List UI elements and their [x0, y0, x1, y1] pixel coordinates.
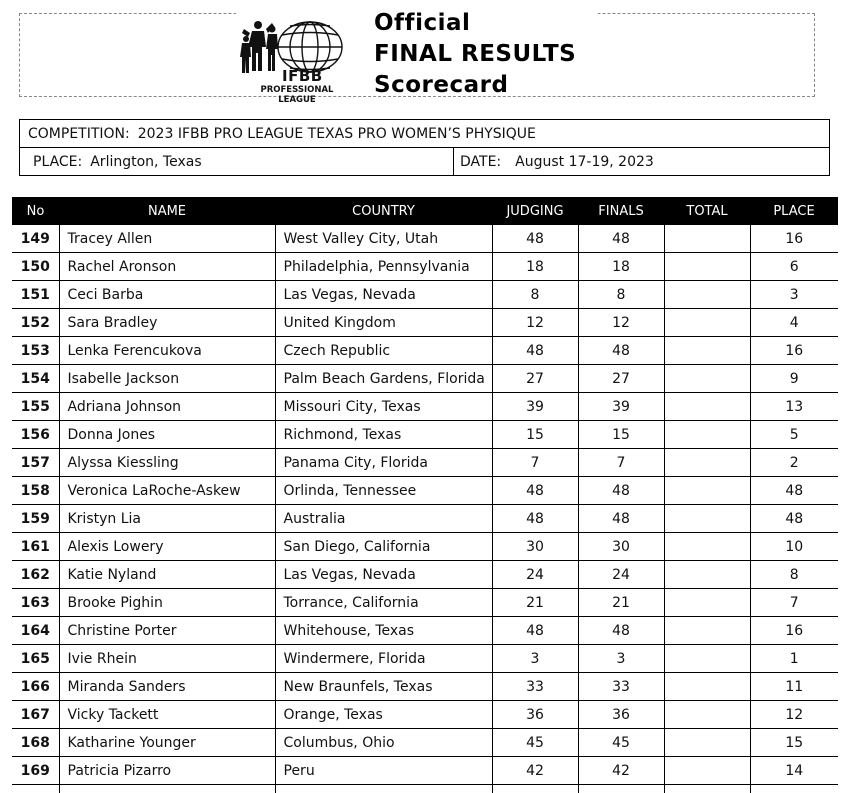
table-row: [12, 449, 838, 477]
cell-place: 3: [750, 281, 838, 309]
cell-country: West Valley City, Utah: [275, 225, 492, 253]
cell-name: Alyssa Kiessling: [59, 449, 275, 477]
cell-judging: 48: [492, 477, 578, 505]
table-row: [12, 757, 838, 785]
header-total: TOTAL: [664, 197, 750, 225]
cell-judging: 12: [492, 309, 578, 337]
cell-country: Columbus, Ohio: [275, 729, 492, 757]
cell-place: 16: [750, 337, 838, 365]
cell-finals: 27: [578, 365, 664, 393]
cell-no: 164: [12, 617, 59, 645]
header-finals: FINALS: [578, 197, 664, 225]
cell-judging: 27: [492, 365, 578, 393]
cell-country: Orlinda, Tennessee: [275, 477, 492, 505]
cell-empty: [59, 785, 275, 793]
place-date-row: [20, 148, 829, 176]
cell-total: [664, 757, 750, 785]
table-row: [12, 225, 838, 253]
header-place: PLACE: [750, 197, 838, 225]
table-row-partial: [12, 785, 838, 793]
cell-country: Philadelphia, Pennsylvania: [275, 253, 492, 281]
cell-total: [664, 505, 750, 533]
competition-label: COMPETITION:: [28, 126, 130, 142]
cell-no: 163: [12, 589, 59, 617]
cell-country: Panama City, Florida: [275, 449, 492, 477]
cell-judging: 8: [492, 281, 578, 309]
cell-judging: 39: [492, 393, 578, 421]
date-label: DATE:: [460, 154, 502, 170]
cell-place: 9: [750, 365, 838, 393]
place-label: PLACE:: [33, 154, 83, 170]
cell-name: Isabelle Jackson: [59, 365, 275, 393]
cell-name: Donna Jones: [59, 421, 275, 449]
table-row: [12, 701, 838, 729]
table-row: [12, 309, 838, 337]
cell-country: United Kingdom: [275, 309, 492, 337]
table-row: [12, 645, 838, 673]
cell-empty: [275, 785, 492, 793]
title-line-final-results: FINAL RESULTS: [374, 41, 577, 67]
cell-finals: 3: [578, 645, 664, 673]
cell-no: 162: [12, 561, 59, 589]
cell-total: [664, 365, 750, 393]
cell-finals: 42: [578, 757, 664, 785]
cell-finals: 12: [578, 309, 664, 337]
table-row: [12, 673, 838, 701]
table-row: [12, 253, 838, 281]
cell-name: Katharine Younger: [59, 729, 275, 757]
cell-finals: 48: [578, 225, 664, 253]
cell-place: 4: [750, 309, 838, 337]
page-title: [374, 8, 576, 101]
table-row: [12, 533, 838, 561]
cell-no: 158: [12, 477, 59, 505]
cell-place: 15: [750, 729, 838, 757]
table-row: [12, 421, 838, 449]
title-line-scorecard: Scorecard: [374, 72, 509, 98]
competition-info-box: [19, 119, 830, 176]
cell-place: 2: [750, 449, 838, 477]
cell-judging: 45: [492, 729, 578, 757]
cell-name: Rachel Aronson: [59, 253, 275, 281]
cell-judging: 18: [492, 253, 578, 281]
cell-total: [664, 225, 750, 253]
cell-place: 11: [750, 673, 838, 701]
cell-total: [664, 477, 750, 505]
cell-country: Peru: [275, 757, 492, 785]
table-row: [12, 505, 838, 533]
cell-finals: 18: [578, 253, 664, 281]
cell-finals: 48: [578, 477, 664, 505]
logo-pro-league-text: PROFESSIONAL LEAGUE: [260, 85, 334, 105]
cell-no: 159: [12, 505, 59, 533]
cell-place: 16: [750, 617, 838, 645]
cell-finals: 30: [578, 533, 664, 561]
cell-judging: 21: [492, 589, 578, 617]
cell-total: [664, 281, 750, 309]
cell-empty: [12, 785, 59, 793]
cell-judging: 42: [492, 757, 578, 785]
cell-place: 13: [750, 393, 838, 421]
table-row: [12, 337, 838, 365]
cell-total: [664, 421, 750, 449]
cell-empty: [750, 785, 838, 793]
cell-country: Las Vegas, Nevada: [275, 281, 492, 309]
cell-finals: 24: [578, 561, 664, 589]
cell-no: 157: [12, 449, 59, 477]
place-cell: [20, 148, 454, 176]
cell-no: 149: [12, 225, 59, 253]
cell-finals: 8: [578, 281, 664, 309]
cell-finals: 48: [578, 617, 664, 645]
cell-no: 150: [12, 253, 59, 281]
table-row: [12, 365, 838, 393]
cell-country: Whitehouse, Texas: [275, 617, 492, 645]
ifbb-logo: [238, 13, 358, 105]
cell-total: [664, 393, 750, 421]
cell-finals: 45: [578, 729, 664, 757]
cell-total: [664, 337, 750, 365]
cell-no: 165: [12, 645, 59, 673]
cell-judging: 15: [492, 421, 578, 449]
cell-place: 6: [750, 253, 838, 281]
competition-value: 2023 IFBB PRO LEAGUE TEXAS PRO WOMEN’S PHYSIQUE: [137, 126, 536, 142]
cell-total: [664, 589, 750, 617]
cell-name: Miranda Sanders: [59, 673, 275, 701]
header-judging: JUDGING: [492, 197, 578, 225]
cell-name: Ceci Barba: [59, 281, 275, 309]
cell-place: 8: [750, 561, 838, 589]
logo-ifbb-text: IFBB: [282, 67, 323, 85]
competition-row: [20, 120, 829, 148]
table-header-row: [12, 197, 838, 225]
cell-name: Veronica LaRoche-Askew: [59, 477, 275, 505]
cell-total: [664, 701, 750, 729]
cell-place: 1: [750, 645, 838, 673]
cell-name: Adriana Johnson: [59, 393, 275, 421]
cell-total: [664, 561, 750, 589]
cell-no: 153: [12, 337, 59, 365]
header-country: COUNTRY: [275, 197, 492, 225]
cell-place: 48: [750, 477, 838, 505]
cell-place: 16: [750, 225, 838, 253]
table-row: [12, 589, 838, 617]
cell-place: 7: [750, 589, 838, 617]
cell-total: [664, 449, 750, 477]
cell-total: [664, 253, 750, 281]
cell-empty: [578, 785, 664, 793]
table-row: [12, 281, 838, 309]
cell-total: [664, 617, 750, 645]
cell-finals: 15: [578, 421, 664, 449]
cell-name: Kristyn Lia: [59, 505, 275, 533]
table-row: [12, 477, 838, 505]
cell-total: [664, 533, 750, 561]
cell-place: 10: [750, 533, 838, 561]
cell-finals: 7: [578, 449, 664, 477]
cell-judging: 48: [492, 337, 578, 365]
cell-no: 166: [12, 673, 59, 701]
cell-place: 14: [750, 757, 838, 785]
cell-name: Tracey Allen: [59, 225, 275, 253]
cell-judging: 48: [492, 505, 578, 533]
cell-finals: 36: [578, 701, 664, 729]
cell-place: 48: [750, 505, 838, 533]
cell-no: 169: [12, 757, 59, 785]
cell-country: Missouri City, Texas: [275, 393, 492, 421]
cell-name: Alexis Lowery: [59, 533, 275, 561]
cell-country: Czech Republic: [275, 337, 492, 365]
cell-judging: 33: [492, 673, 578, 701]
cell-name: Christine Porter: [59, 617, 275, 645]
cell-no: 151: [12, 281, 59, 309]
cell-country: Orange, Texas: [275, 701, 492, 729]
cell-judging: 48: [492, 225, 578, 253]
cell-empty: [664, 785, 750, 793]
cell-country: Windermere, Florida: [275, 645, 492, 673]
cell-finals: 33: [578, 673, 664, 701]
cell-place: 5: [750, 421, 838, 449]
cell-name: Ivie Rhein: [59, 645, 275, 673]
cell-finals: 48: [578, 337, 664, 365]
cell-judging: 48: [492, 617, 578, 645]
header-name: NAME: [59, 197, 275, 225]
cell-judging: 30: [492, 533, 578, 561]
cell-finals: 21: [578, 589, 664, 617]
cell-no: 155: [12, 393, 59, 421]
cell-total: [664, 309, 750, 337]
table-row: [12, 561, 838, 589]
cell-judging: 24: [492, 561, 578, 589]
cell-no: 156: [12, 421, 59, 449]
cell-judging: 7: [492, 449, 578, 477]
title-line-official: Official: [374, 10, 471, 36]
cell-total: [664, 729, 750, 757]
cell-empty: [492, 785, 578, 793]
cell-name: Vicky Tackett: [59, 701, 275, 729]
cell-name: Brooke Pighin: [59, 589, 275, 617]
cell-country: Australia: [275, 505, 492, 533]
cell-finals: 48: [578, 505, 664, 533]
cell-no: 152: [12, 309, 59, 337]
cell-finals: 39: [578, 393, 664, 421]
date-cell: [460, 148, 654, 176]
cell-no: 167: [12, 701, 59, 729]
cell-no: 168: [12, 729, 59, 757]
cell-name: Lenka Ferencukova: [59, 337, 275, 365]
cell-place: 12: [750, 701, 838, 729]
cell-judging: 3: [492, 645, 578, 673]
cell-country: New Braunfels, Texas: [275, 673, 492, 701]
cell-name: Sara Bradley: [59, 309, 275, 337]
cell-country: Palm Beach Gardens, Florida: [275, 365, 492, 393]
table-row: [12, 617, 838, 645]
date-value: August 17-19, 2023: [515, 154, 654, 170]
cell-total: [664, 645, 750, 673]
results-table: [12, 197, 838, 793]
cell-country: Torrance, California: [275, 589, 492, 617]
cell-name: Katie Nyland: [59, 561, 275, 589]
cell-country: Richmond, Texas: [275, 421, 492, 449]
cell-no: 161: [12, 533, 59, 561]
cell-name: Patricia Pizarro: [59, 757, 275, 785]
cell-no: 154: [12, 365, 59, 393]
header-no: No: [12, 197, 59, 225]
cell-country: Las Vegas, Nevada: [275, 561, 492, 589]
place-value: Arlington, Texas: [90, 154, 202, 170]
cell-total: [664, 673, 750, 701]
cell-country: San Diego, California: [275, 533, 492, 561]
cell-judging: 36: [492, 701, 578, 729]
results-body: [12, 225, 838, 793]
table-row: [12, 393, 838, 421]
table-row: [12, 729, 838, 757]
